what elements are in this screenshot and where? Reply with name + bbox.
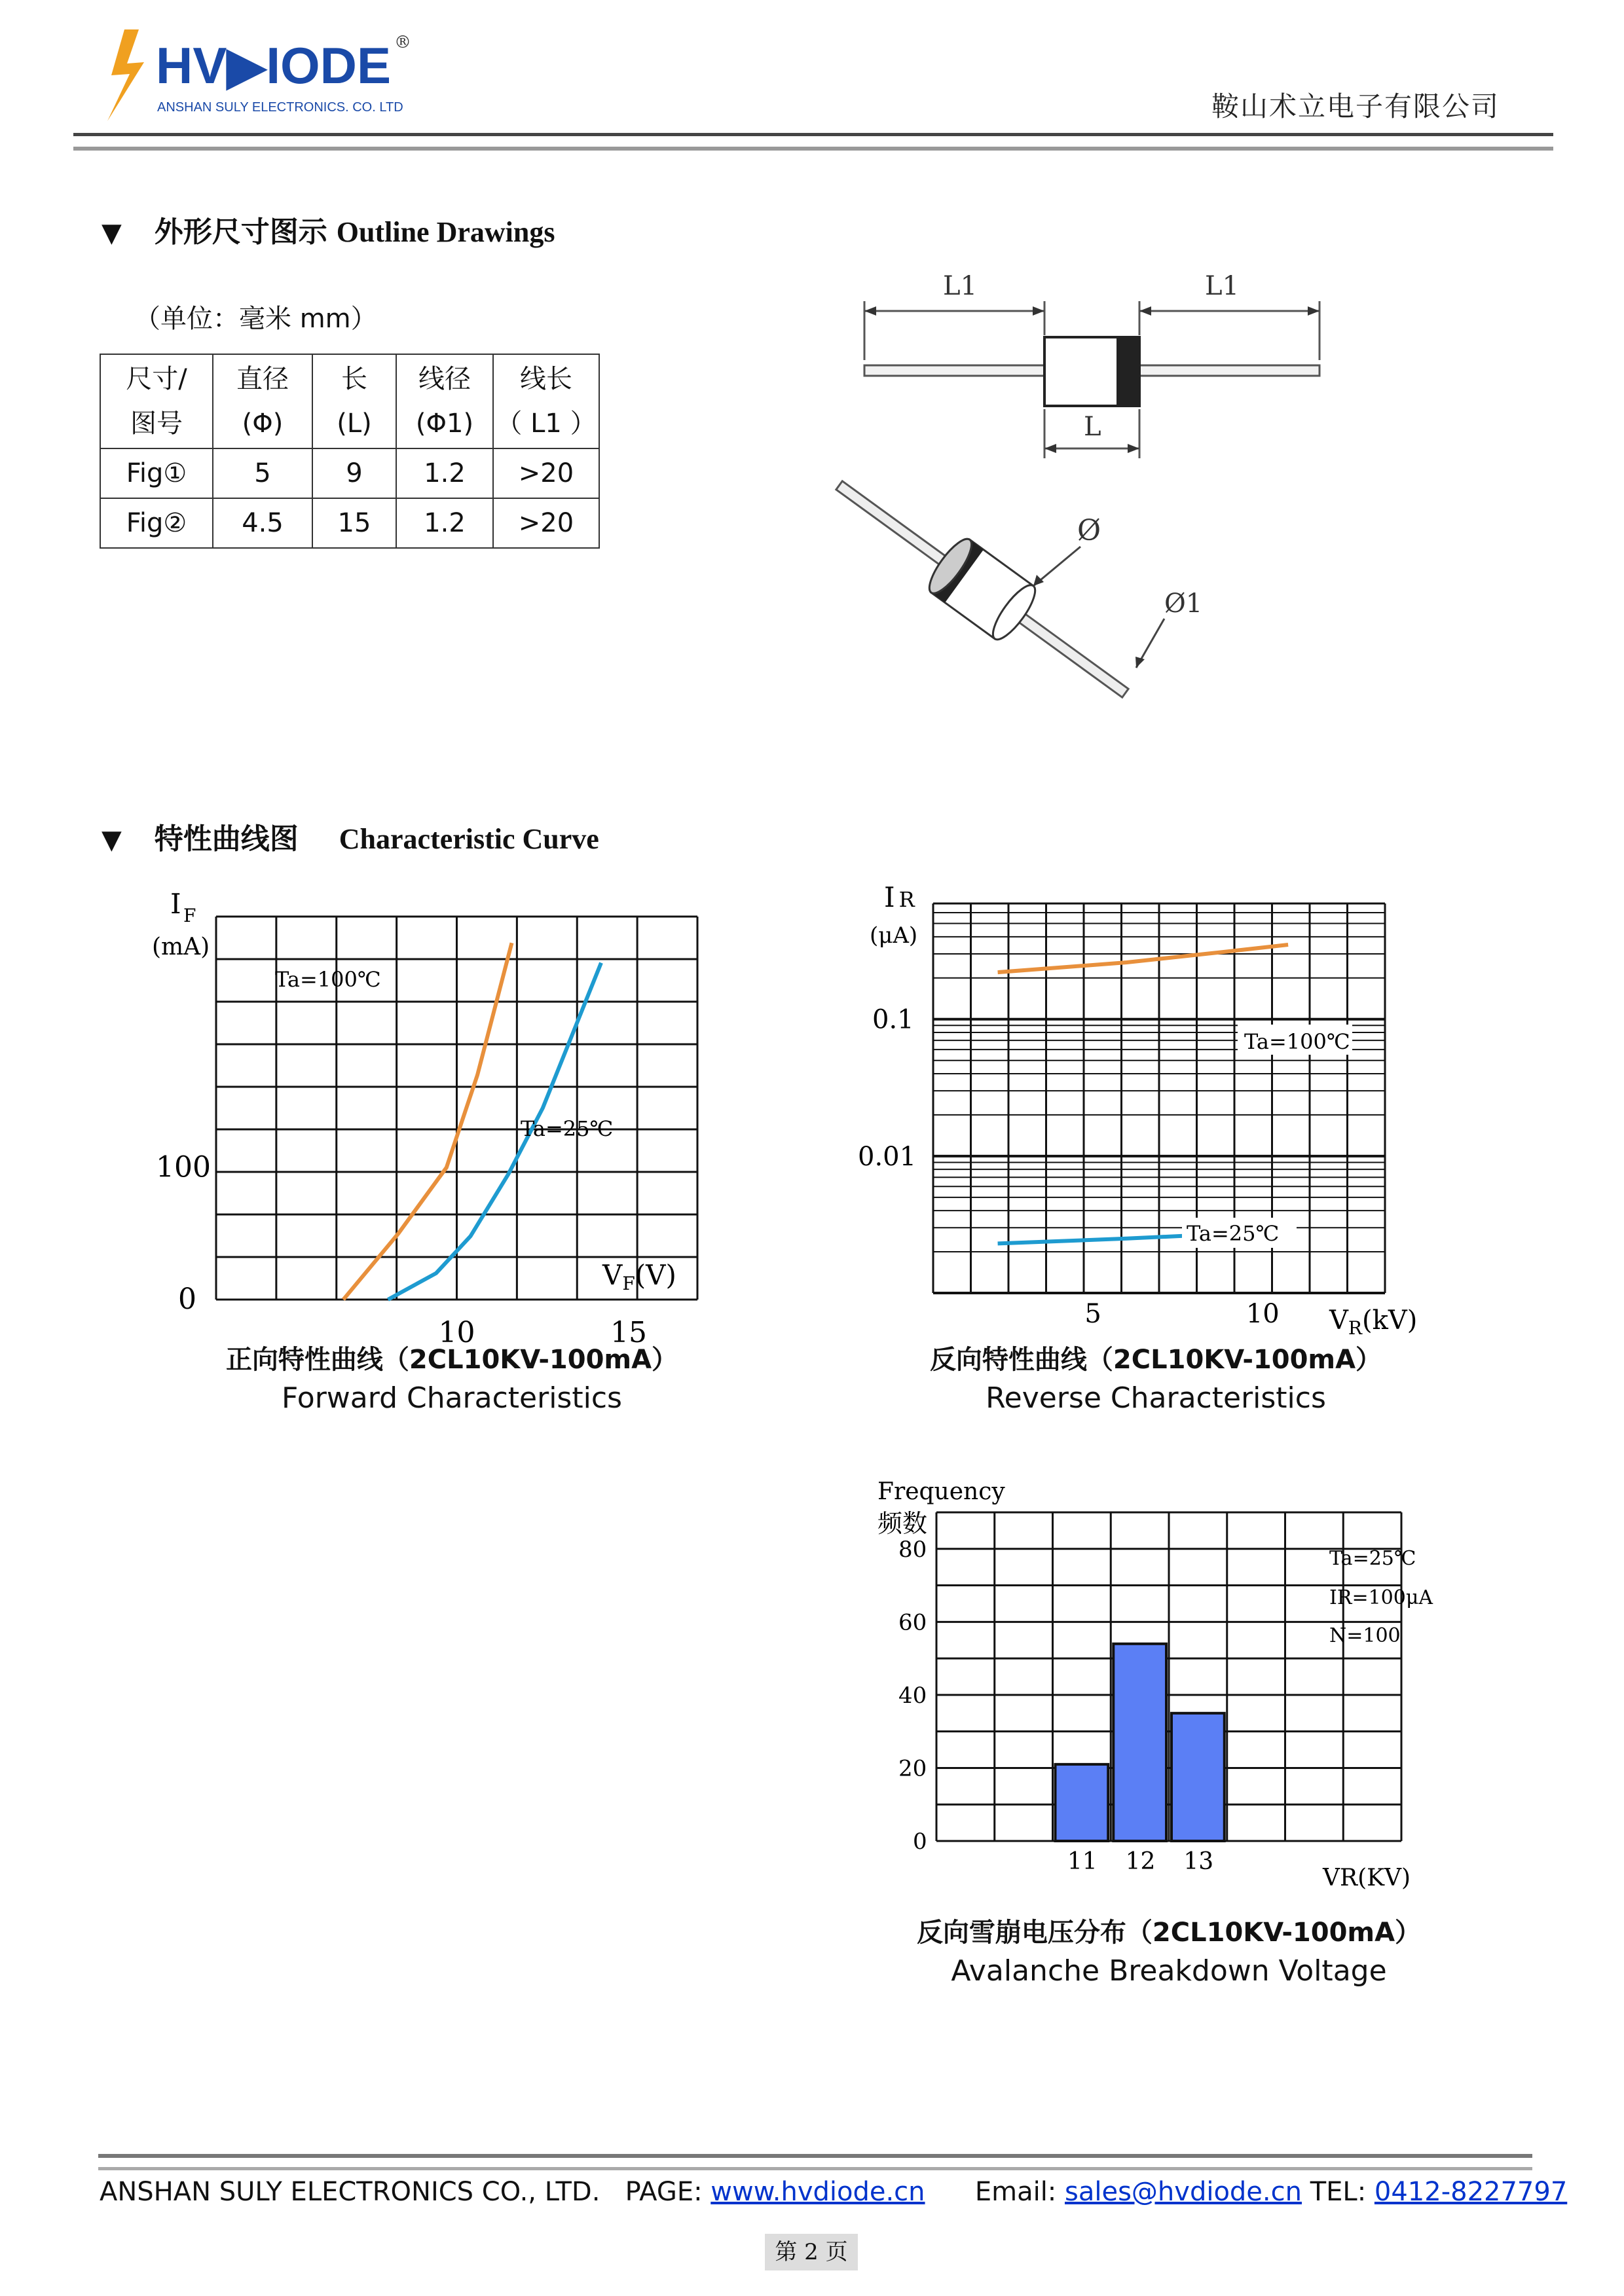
rev-title: 反向特性曲线（2CL10KV-100mA） — [929, 1345, 1382, 1375]
table-header-cell: 尺寸/ 图号 — [100, 354, 213, 448]
table-cell: Fig② — [100, 498, 213, 548]
fwd-y-tick: 0 — [178, 1283, 196, 1316]
fwd-ylabel-i: I — [170, 888, 181, 920]
email-link[interactable]: sales@hvdiode.cn — [1065, 2177, 1302, 2207]
table-header-cell: 线长 （ L1 ） — [493, 354, 599, 448]
fwd-caption-cn — [177, 1339, 727, 1376]
rev-xlabel: $V_R(kV)$ — [1329, 1305, 1418, 1339]
table-cell: Fig① — [100, 448, 213, 498]
table-header-cell: 直径 (Φ) — [213, 354, 312, 448]
bar-y-tick: 40 — [898, 1682, 927, 1709]
histogram-bar — [1172, 1713, 1225, 1841]
table-header-cell: 线径 (Φ1) — [396, 354, 493, 448]
tel-link[interactable]: 0412-8227797 — [1374, 2177, 1568, 2207]
bar-title: 反向雪崩电压分布（2CL10KV-100mA） — [916, 1918, 1422, 1948]
curves-heading — [101, 815, 599, 857]
header-rule — [73, 133, 1553, 151]
footer-company: ANSHAN SULY ELECTRONICS CO., LTD. — [100, 2177, 600, 2207]
table-cell: 1.2 — [396, 498, 493, 548]
rev-caption-cn — [881, 1339, 1431, 1376]
table-row — [100, 448, 599, 498]
table-cell: >20 — [493, 448, 599, 498]
rev-ylabel-unit: (μA) — [870, 922, 918, 949]
bar-annotation-temp: Ta=25℃ — [1329, 1547, 1416, 1570]
label-l: L — [1084, 412, 1101, 442]
label-phi1: Ø1 — [1164, 589, 1203, 619]
unit-note: （单位：毫米 mm） — [134, 304, 377, 334]
logo-registered-mark: ® — [394, 33, 411, 52]
fwd-x-tick: 10 — [438, 1316, 475, 1349]
outline-marker: ▼ — [101, 218, 122, 248]
label-phi: Ø — [1077, 514, 1101, 547]
outline-drawing-perspective — [812, 471, 1218, 707]
table-cell: 15 — [312, 498, 396, 548]
bar-x-tick: 11 — [1067, 1848, 1098, 1875]
table-cell: 4.5 — [213, 498, 312, 548]
label-l1-left: L1 — [943, 271, 978, 301]
rev-y-tick: 0.1 — [872, 1004, 914, 1035]
forward-characteristics-chart — [144, 884, 720, 1355]
footer-tel-label: TEL: — [1310, 2177, 1367, 2207]
outline-drawing-side-view — [851, 262, 1336, 471]
table-cell: 5 — [213, 448, 312, 498]
company-name-cn: 鞍山术立电子有限公司 — [1211, 90, 1500, 122]
bar-y-tick: 80 — [898, 1536, 927, 1563]
bar-ylabel-en: Frequency — [877, 1478, 1005, 1505]
fwd-caption-en: Forward Characteristics — [282, 1381, 622, 1415]
fwd-ylabel-sub: F — [183, 905, 196, 926]
page-number: 第 2 页 — [765, 2234, 858, 2270]
fwd-series-line-0 — [343, 943, 511, 1300]
footer-rule — [98, 2154, 1532, 2170]
website-link[interactable]: www.hvdiode.cn — [710, 2177, 925, 2207]
footer-contact — [100, 2177, 1567, 2207]
curves-title-en: Characteristic Curve — [339, 823, 599, 855]
bar-annotation-current: IR=100μA — [1329, 1586, 1433, 1609]
fwd-series-label-25c: Ta=25℃ — [521, 1116, 614, 1141]
table-cell: >20 — [493, 498, 599, 548]
bar-annotation-count: N=100 — [1329, 1624, 1401, 1647]
bar-x-tick: 12 — [1125, 1848, 1156, 1875]
rev-y-tick: 0.01 — [858, 1141, 917, 1172]
outline-title-en: Outline Drawings — [336, 216, 555, 248]
fwd-y-tick: 100 — [156, 1150, 211, 1184]
bar-y-tick: 20 — [898, 1755, 927, 1782]
logo-bolt-icon — [107, 29, 144, 121]
rev-x-tick: 10 — [1246, 1299, 1280, 1329]
lead-wire-right — [1139, 365, 1320, 376]
outline-heading — [101, 208, 555, 250]
curves-title-cn: 特性曲线图 — [154, 822, 299, 856]
bar-ylabel-cn: 频数 — [877, 1509, 928, 1538]
rev-series-line-0 — [998, 945, 1289, 972]
fwd-ylabel-unit: (mA) — [152, 934, 210, 960]
logo-text: HV▶IODE — [156, 37, 392, 94]
label-l1-right: L1 — [1205, 271, 1240, 301]
fwd-xlabel: VF(V) — [602, 1259, 676, 1294]
table-row — [100, 498, 599, 548]
table-header-row — [100, 354, 599, 448]
footer-page-label: PAGE: — [625, 2177, 703, 2207]
table-header-cell: 长 (L) — [312, 354, 396, 448]
rev-x-tick: 5 — [1084, 1299, 1101, 1329]
lead-wire-left — [864, 365, 1044, 376]
bar-y-tick: 60 — [898, 1609, 927, 1636]
rev-ylabel-i: I R — [884, 881, 915, 913]
bar-caption-en: Avalanche Breakdown Voltage — [951, 1954, 1387, 1988]
fwd-title: 正向特性曲线（2CL10KV-100mA） — [225, 1345, 678, 1375]
rev-series-label-25c: Ta=25℃ — [1187, 1221, 1280, 1246]
histogram-bar — [1056, 1764, 1109, 1841]
outline-title-cn: 外形尺寸图示 — [154, 215, 327, 249]
footer-email-label: Email: — [974, 2177, 1057, 2207]
dimension-table — [100, 354, 600, 549]
cathode-band — [1116, 337, 1139, 406]
company-logo — [98, 23, 439, 128]
bar-caption-cn — [881, 1912, 1457, 1949]
bar-y-tick: 0 — [913, 1829, 927, 1855]
histogram-bar — [1113, 1644, 1166, 1841]
table-cell: 1.2 — [396, 448, 493, 498]
rev-caption-en: Reverse Characteristics — [986, 1381, 1326, 1415]
bar-xlabel: VR(KV) — [1323, 1865, 1411, 1891]
reverse-characteristics-chart — [851, 877, 1428, 1349]
table-cell: 9 — [312, 448, 396, 498]
curves-marker: ▼ — [101, 825, 122, 855]
fwd-x-tick: 15 — [610, 1316, 647, 1349]
bar-x-tick: 13 — [1183, 1848, 1214, 1875]
avalanche-breakdown-chart — [864, 1473, 1441, 1905]
fwd-series-label-100c: Ta=100℃ — [275, 967, 381, 992]
logo-subtitle: ANSHAN SULY ELECTRONICS. CO. LTD — [157, 100, 403, 115]
rev-series-label-100c: Ta=100℃ — [1244, 1029, 1350, 1054]
